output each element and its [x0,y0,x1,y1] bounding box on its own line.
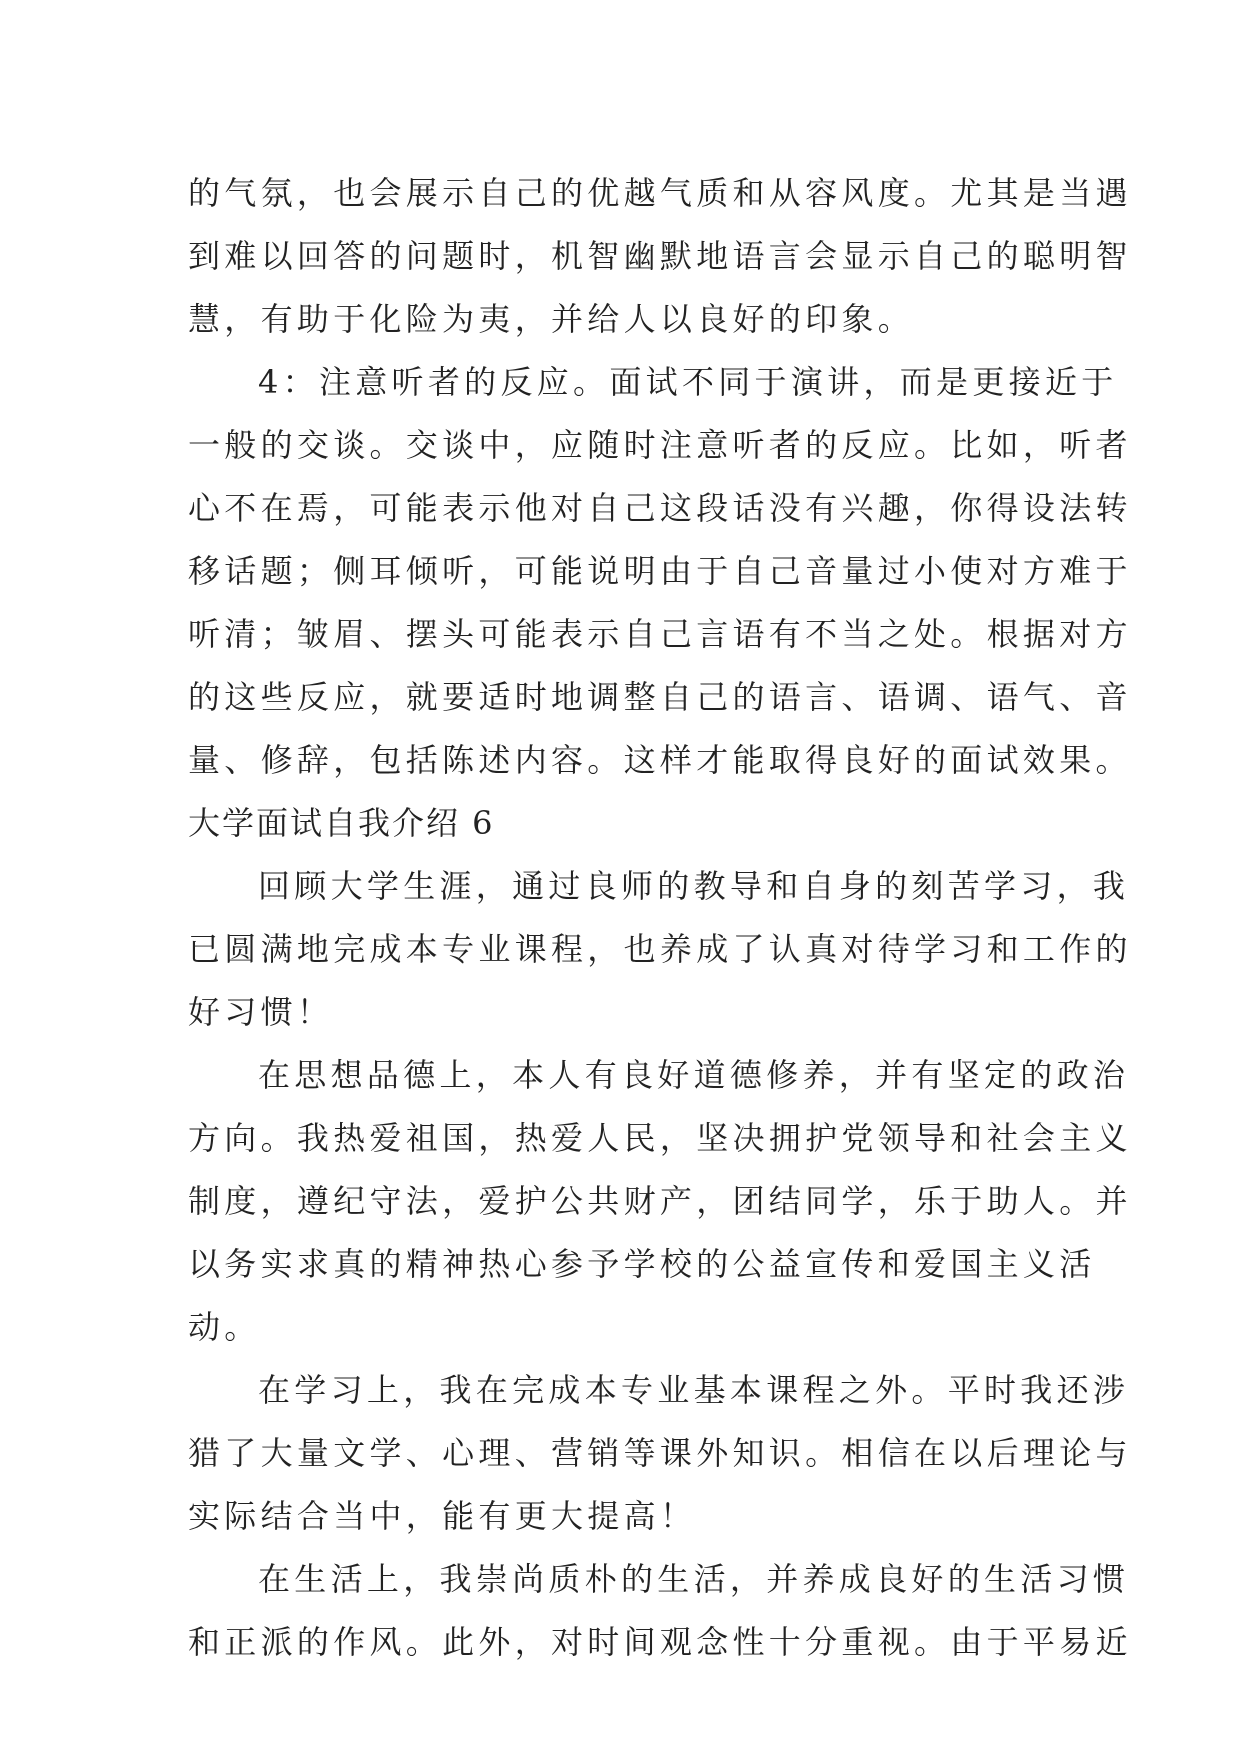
text-line: 已圆满地完成本专业课程，也养成了认真对待学习和工作的 [188,930,1132,968]
paragraph-start-line: 4：注意听者的反应。面试不同于演讲，而是更接近于 [258,363,1118,401]
paragraph-start-line: 在学习上，我在完成本专业基本课程之外。平时我还涉 [258,1371,1130,1409]
text-line: 方向。我热爱祖国，热爱人民，坚决拥护党领导和社会主义 [188,1119,1132,1157]
text-line: 的气氛，也会展示自己的优越气质和从容风度。尤其是当遇 [188,174,1132,212]
text-line: 动。 [188,1308,261,1346]
text-line: 听清；皱眉、摆头可能表示自己言语有不当之处。根据对方 [188,615,1132,653]
text-line: 实际结合当中，能有更大提高！ [188,1497,697,1535]
text-line: 好习惯！ [188,993,334,1031]
text-line: 以务实求真的精神热心参予学校的公益宣传和爱国主义活 [188,1245,1096,1283]
paragraph-start-line: 在思想品德上，本人有良好道德修养，并有坚定的政治 [258,1056,1130,1094]
text-line: 和正派的作风。此外，对时间观念性十分重视。由于平易近 [188,1623,1132,1661]
section-heading: 大学面试自我介绍 6 [188,804,495,842]
paragraph-start-line: 在生活上，我崇尚质朴的生活，并养成良好的生活习惯 [258,1560,1130,1598]
text-line: 到难以回答的问题时，机智幽默地语言会显示自己的聪明智 [188,237,1132,275]
text-line: 慧，有助于化险为夷，并给人以良好的印象。 [188,300,915,338]
text-line: 量、修辞，包括陈述内容。这样才能取得良好的面试效果。 [188,741,1132,779]
text-line: 制度，遵纪守法，爱护公共财产，团结同学，乐于助人。并 [188,1182,1132,1220]
document-body [188,162,1132,1674]
text-line: 一般的交谈。交谈中，应随时注意听者的反应。比如，听者 [188,426,1132,464]
text-line: 的这些反应，就要适时地调整自己的语言、语调、语气、音 [188,678,1132,716]
text-line: 心不在焉，可能表示他对自己这段话没有兴趣，你得设法转 [188,489,1132,527]
text-line: 移话题；侧耳倾听，可能说明由于自己音量过小使对方难于 [188,552,1132,590]
text-line: 猎了大量文学、心理、营销等课外知识。相信在以后理论与 [188,1434,1132,1472]
paragraph-start-line: 回顾大学生涯，通过良师的教导和自身的刻苦学习，我 [258,867,1130,905]
